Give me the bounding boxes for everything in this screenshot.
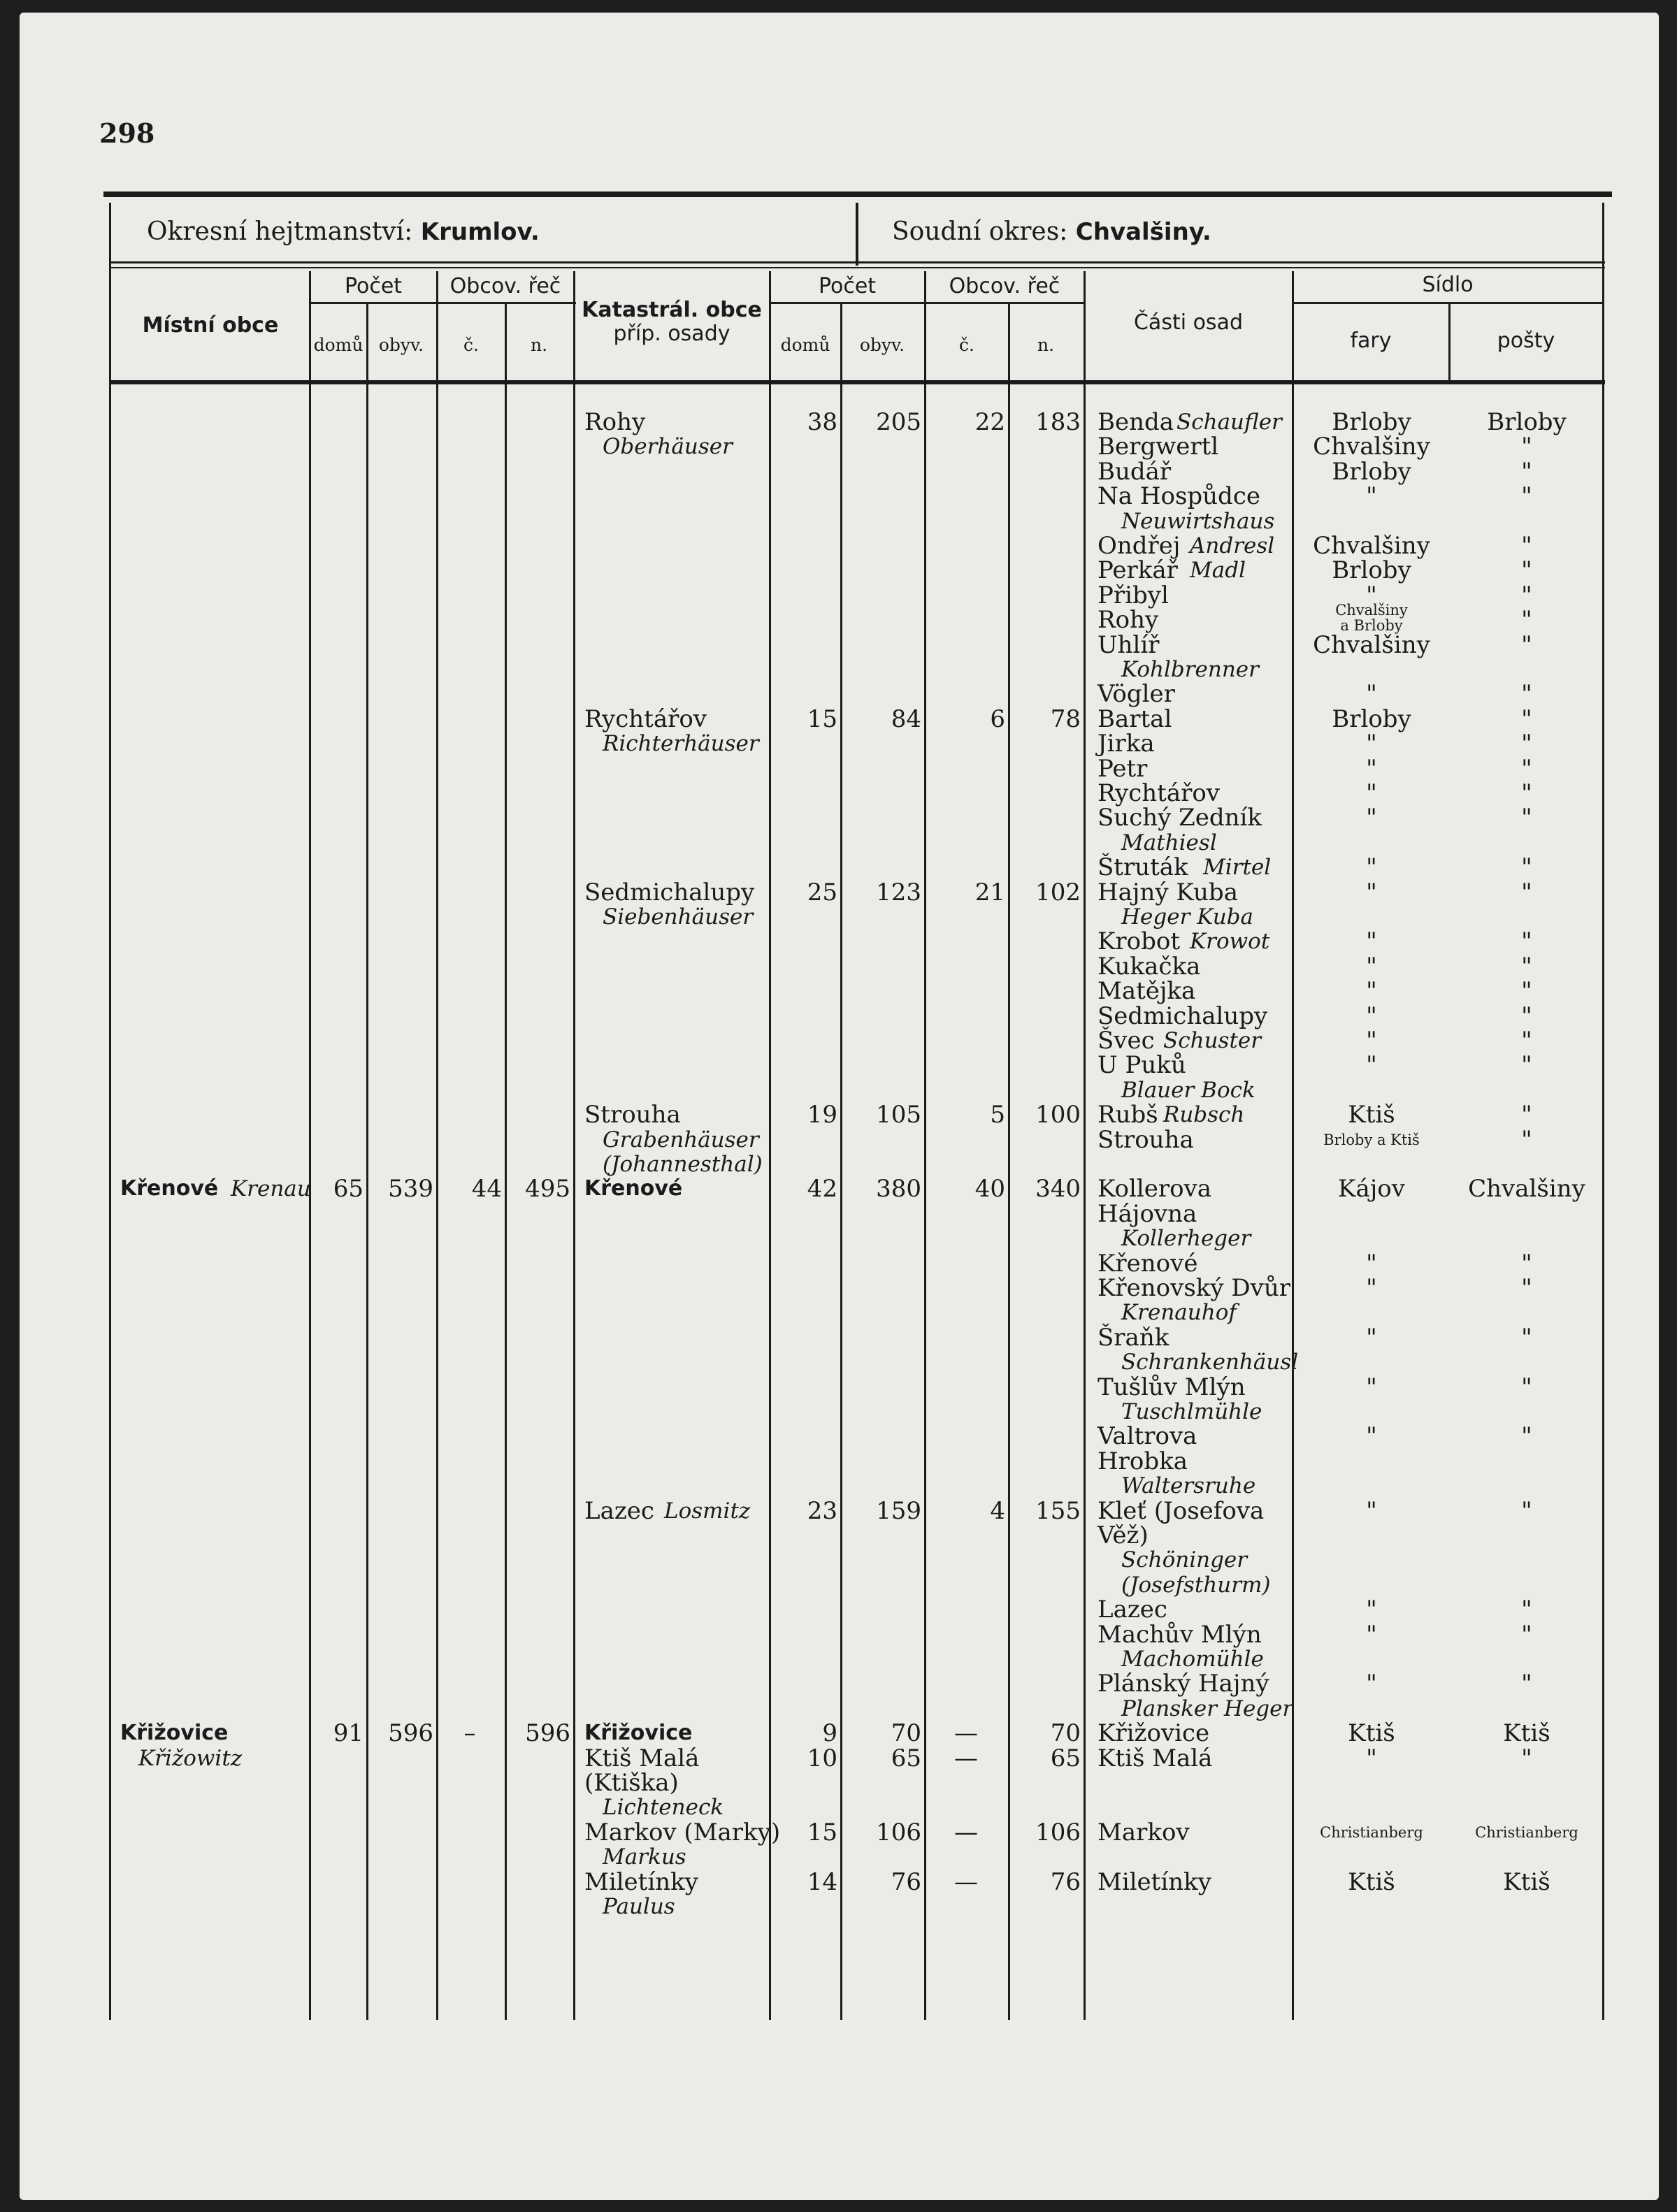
post-office-seat: " xyxy=(1521,1274,1532,1302)
parish-seat: " xyxy=(1366,730,1377,758)
settlement-part-de: Schuster xyxy=(1163,1028,1262,1053)
municipality-name: Křenové xyxy=(120,1176,219,1201)
post-office-seat: Brloby xyxy=(1487,408,1567,436)
col-sidlo: Sídlo xyxy=(1422,273,1474,297)
column-line xyxy=(505,303,507,2020)
cadastral-czech: 4 xyxy=(990,1497,1005,1525)
cadastral-name: Křenové xyxy=(584,1176,683,1201)
parish-seat: " xyxy=(1366,1051,1377,1079)
cadastral-houses: 15 xyxy=(807,1819,837,1846)
cadastral-german: 102 xyxy=(1035,879,1081,906)
settlement-part: Křenovský Dvůr xyxy=(1097,1274,1291,1302)
cadastral-czech: 40 xyxy=(974,1175,1005,1203)
settlement-part: Machův Mlýn xyxy=(1097,1621,1262,1649)
col-fary: fary xyxy=(1350,328,1392,353)
settlement-part: Vögler xyxy=(1097,680,1175,708)
cadastral-german: 65 xyxy=(1050,1744,1081,1772)
parish-seat: " xyxy=(1366,1744,1377,1772)
parish-seat: Brloby xyxy=(1332,705,1411,733)
post-office-seat: " xyxy=(1521,680,1532,708)
parish-seat: " xyxy=(1366,1497,1377,1525)
parish-seat: " xyxy=(1366,953,1377,981)
parish-seat: Chvalšiny xyxy=(1335,602,1408,619)
cadastral-houses: 14 xyxy=(807,1868,837,1896)
cadastral-houses: 25 xyxy=(807,879,837,906)
parish-seat: Brloby xyxy=(1332,556,1411,584)
col-katastr: Katastrál. obce xyxy=(582,298,762,322)
post-office-seat: " xyxy=(1521,1324,1532,1352)
cadastral-population: 65 xyxy=(891,1744,921,1772)
cadastral-german: 100 xyxy=(1035,1101,1081,1129)
col-n-2: n. xyxy=(1037,335,1055,355)
settlement-part-de: Tuschlmühle xyxy=(1121,1399,1262,1424)
post-office-seat: " xyxy=(1521,804,1532,832)
settlement-part: Bergwertl xyxy=(1097,433,1219,461)
settlement-part: Hajný Kuba xyxy=(1097,879,1238,906)
cadastral-name: Miletínky xyxy=(584,1868,698,1896)
post-office-seat: " xyxy=(1521,1670,1532,1698)
settlement-part: Perkář xyxy=(1097,556,1178,584)
cadastral-name: Markov (Marky) xyxy=(584,1819,781,1846)
settlement-part: Krobot xyxy=(1097,927,1181,955)
cadastral-name-de: Grabenhäuser xyxy=(603,1127,759,1152)
settlement-part: Lazec xyxy=(1097,1596,1167,1624)
settlement-part: Hrobka xyxy=(1097,1447,1188,1475)
settlement-part-de: Schöninger xyxy=(1121,1547,1248,1573)
cadastral-czech: 5 xyxy=(990,1101,1005,1129)
municipality-population: 539 xyxy=(388,1175,433,1203)
parish-seat: " xyxy=(1366,879,1377,906)
settlement-part-de: Machomühle xyxy=(1121,1647,1264,1672)
post-office-seat: Ktiš xyxy=(1503,1868,1550,1896)
settlement-part: U Puků xyxy=(1097,1051,1186,1079)
district-label: Okresní hejtmanství: xyxy=(147,217,413,246)
court-label: Soudní okres: xyxy=(892,217,1068,246)
cadastral-name-de: Oberhäuser xyxy=(603,434,733,459)
cadastral-houses: 9 xyxy=(822,1719,837,1747)
settlement-part: Ondřej xyxy=(1097,532,1181,560)
parish-seat: " xyxy=(1366,1027,1377,1055)
settlement-part: Přibyl xyxy=(1097,581,1169,609)
cadastral-name-de: Losmitz xyxy=(664,1498,751,1524)
post-office-seat: " xyxy=(1521,1497,1532,1525)
settlement-part-de: (Josefsthurm) xyxy=(1121,1573,1271,1598)
settlement-part-de: Krenauhof xyxy=(1121,1300,1237,1325)
cadastral-houses: 10 xyxy=(807,1744,837,1772)
settlement-part: Strouha xyxy=(1097,1126,1194,1154)
cadastral-german: 155 xyxy=(1035,1497,1081,1525)
post-office-seat: " xyxy=(1521,1027,1532,1055)
column-line xyxy=(366,303,368,2020)
column-line xyxy=(1084,271,1086,2020)
col-c-1: č. xyxy=(463,335,479,355)
post-office-seat: " xyxy=(1521,755,1532,783)
post-office-seat: " xyxy=(1521,953,1532,981)
settlement-part: Miletínky xyxy=(1097,1868,1211,1896)
post-office-seat: " xyxy=(1521,581,1532,609)
post-office-seat: " xyxy=(1521,1621,1532,1649)
cadastral-name: Lazec xyxy=(584,1497,654,1525)
cadastral-czech: — xyxy=(954,1819,978,1846)
cadastral-houses: 15 xyxy=(807,705,837,733)
post-office-seat: " xyxy=(1521,1422,1532,1450)
cadastral-czech: 21 xyxy=(974,879,1005,906)
municipality-german: 495 xyxy=(525,1175,570,1203)
municipality-name-de: Křižowitz xyxy=(138,1746,243,1771)
column-line xyxy=(924,271,926,2020)
municipality-german: 596 xyxy=(525,1719,570,1747)
settlement-part: Petr xyxy=(1097,755,1148,783)
parish-seat: " xyxy=(1366,1670,1377,1698)
parish-seat: " xyxy=(1366,680,1377,708)
settlement-part-de: Mathiesl xyxy=(1121,830,1217,855)
settlement-part: Šraňk xyxy=(1097,1324,1169,1352)
settlement-part-de: Rubsch xyxy=(1163,1102,1245,1127)
parish-seat: Brloby xyxy=(1332,408,1411,436)
settlement-part: Křenové xyxy=(1097,1250,1198,1278)
post-office-seat: Ktiš xyxy=(1503,1719,1550,1747)
post-office-seat: " xyxy=(1521,1373,1532,1401)
cadastral-german: 106 xyxy=(1035,1819,1081,1846)
cadastral-czech: 6 xyxy=(990,705,1005,733)
col-obyv-2: obyv. xyxy=(859,335,905,355)
municipality-population: 596 xyxy=(388,1719,433,1747)
post-office-seat: " xyxy=(1521,705,1532,733)
cadastral-name: Strouha xyxy=(584,1101,681,1129)
post-office-seat: " xyxy=(1521,779,1532,807)
settlement-part: Suchý Zedník xyxy=(1097,804,1262,832)
settlement-part-de: Neuwirtshaus xyxy=(1121,509,1275,534)
parish-seat: " xyxy=(1366,804,1377,832)
parish-seat: " xyxy=(1366,1596,1377,1624)
cadastral-name: Sedmichalupy xyxy=(584,879,755,906)
cadastral-population: 105 xyxy=(876,1101,921,1129)
parish-seat: " xyxy=(1366,581,1377,609)
district-name: Krumlov. xyxy=(420,218,540,246)
post-office-seat: " xyxy=(1521,458,1532,486)
settlement-part: Kleť (Josefova xyxy=(1097,1497,1265,1525)
parish-seat: Kájov xyxy=(1338,1175,1405,1203)
cadastral-german: 78 xyxy=(1050,705,1081,733)
settlement-part: Na Hospůdce xyxy=(1097,482,1260,510)
post-office-seat: " xyxy=(1521,853,1532,881)
municipality-houses: 65 xyxy=(333,1175,364,1203)
settlement-part-de: Schrankenhäusl xyxy=(1121,1350,1299,1375)
parish-seat: Ktiš xyxy=(1348,1868,1395,1896)
subheader-rule xyxy=(310,302,576,304)
column-line xyxy=(436,271,438,2020)
col-domu-1: domů xyxy=(313,335,364,355)
settlement-part: Rychtářov xyxy=(1097,779,1221,807)
cadastral-population: 70 xyxy=(891,1719,921,1747)
post-office-seat: Chvalšiny xyxy=(1468,1175,1585,1203)
cadastral-german: 183 xyxy=(1035,408,1081,436)
cadastral-houses: 42 xyxy=(807,1175,837,1203)
post-office-seat: " xyxy=(1521,482,1532,510)
parish-seat: Chvalšiny xyxy=(1313,433,1430,461)
settlement-part-de: Kollerheger xyxy=(1121,1226,1251,1251)
subheader-rule xyxy=(1293,302,1604,304)
post-office-seat: " xyxy=(1521,1126,1532,1154)
parish-seat: " xyxy=(1366,779,1377,807)
col-obcov-2: Obcov. řeč xyxy=(949,274,1060,298)
cadastral-german: 70 xyxy=(1050,1719,1081,1747)
col-pocet-1: Počet xyxy=(344,274,403,298)
col-n-1: n. xyxy=(530,335,548,355)
settlement-part-de: Heger Kuba xyxy=(1121,904,1254,930)
parish-seat: " xyxy=(1366,1250,1377,1278)
parish-seat: Ktiš xyxy=(1348,1719,1395,1747)
settlement-part: Markov xyxy=(1097,1819,1190,1846)
settlement-part: Švec xyxy=(1097,1027,1155,1055)
cadastral-population: 106 xyxy=(876,1819,921,1846)
cadastral-houses: 23 xyxy=(807,1497,837,1525)
parish-seat: " xyxy=(1366,1422,1377,1450)
column-line xyxy=(309,271,311,2020)
post-office-seat: " xyxy=(1521,606,1532,634)
parish-seat: Chvalšiny xyxy=(1313,532,1430,560)
cadastral-population: 205 xyxy=(876,408,921,436)
cadastral-german: 76 xyxy=(1050,1868,1081,1896)
post-office-seat: " xyxy=(1521,1250,1532,1278)
parish-seat: " xyxy=(1366,1621,1377,1649)
cadastral-name-de: Lichteneck xyxy=(603,1795,724,1820)
settlement-part-de: Madl xyxy=(1190,558,1246,583)
post-office-seat: " xyxy=(1521,556,1532,584)
header-divider xyxy=(856,203,858,266)
parish-seat-2: a Brloby xyxy=(1340,617,1403,634)
col-mistni-obce: Místní obce xyxy=(142,313,279,338)
parish-seat: " xyxy=(1366,927,1377,955)
settlement-part: Matějka xyxy=(1097,977,1196,1005)
settlement-part: Bartal xyxy=(1097,705,1172,733)
col-domu-2: domů xyxy=(780,335,830,355)
parish-seat: Christianberg xyxy=(1320,1824,1423,1841)
cadastral-population: 123 xyxy=(876,879,921,906)
cadastral-name: Rohy xyxy=(584,408,646,436)
settlement-part: Plánský Hajný xyxy=(1097,1670,1269,1698)
parish-seat: " xyxy=(1366,755,1377,783)
cadastral-population: 380 xyxy=(876,1175,921,1203)
column-line xyxy=(769,271,771,2020)
cadastral-czech: — xyxy=(954,1744,978,1772)
cadastral-name-de: Richterhäuser xyxy=(603,731,759,756)
post-office-seat: " xyxy=(1521,927,1532,955)
municipality-name: Křižovice xyxy=(120,1721,229,1745)
col-obcov-1: Obcov. řeč xyxy=(449,274,561,298)
settlement-part: Benda xyxy=(1097,408,1174,436)
settlement-part: Kukačka xyxy=(1097,953,1201,981)
parish-seat: Brloby xyxy=(1332,458,1411,486)
municipality-name-de: Krenau xyxy=(231,1176,311,1201)
cadastral-name-de: Markus xyxy=(603,1844,686,1870)
settlement-part-de: Mirtel xyxy=(1203,855,1272,880)
settlement-part: Jirka xyxy=(1097,730,1155,758)
post-office-seat: " xyxy=(1521,977,1532,1005)
post-office-seat: " xyxy=(1521,1744,1532,1772)
settlement-part: Rubš xyxy=(1097,1101,1158,1129)
header-rule-2 xyxy=(109,267,1605,268)
cadastral-population: 159 xyxy=(876,1497,921,1525)
column-line xyxy=(573,271,575,2020)
left-frame xyxy=(109,203,111,381)
column-line xyxy=(1292,271,1294,2020)
settlement-part: Hájovna xyxy=(1097,1200,1197,1228)
settlement-part: Štruták xyxy=(1097,853,1188,881)
cadastral-name: Rychtářov xyxy=(584,705,707,733)
parish-seat: Ktiš xyxy=(1348,1101,1395,1129)
cadastral-name-de: (Johannesthal) xyxy=(603,1152,763,1177)
cadastral-czech: — xyxy=(954,1719,978,1747)
post-office-seat: " xyxy=(1521,1051,1532,1079)
settlement-part-de: Krowot xyxy=(1190,929,1270,954)
settlement-part: Ktiš Malá xyxy=(1097,1744,1213,1772)
parish-seat: " xyxy=(1366,1373,1377,1401)
settlement-part: Valtrova xyxy=(1097,1422,1197,1450)
col-pocet-2: Počet xyxy=(818,274,877,298)
cadastral-czech: — xyxy=(954,1868,978,1896)
settlement-part-de: Andresl xyxy=(1190,533,1275,558)
court-heading xyxy=(892,219,1211,245)
settlement-part-de: Schaufler xyxy=(1176,410,1282,435)
court-name: Chvalšiny. xyxy=(1075,218,1211,246)
post-office-seat: " xyxy=(1521,730,1532,758)
parish-seat: Chvalšiny xyxy=(1313,631,1430,659)
settlement-part: Věž) xyxy=(1097,1521,1149,1549)
subheader-rule xyxy=(770,302,1085,304)
parish-seat: " xyxy=(1366,853,1377,881)
parish-seat: Brloby a Ktiš xyxy=(1323,1132,1420,1148)
post-office-seat: " xyxy=(1521,532,1532,560)
cadastral-name: Ktiš Malá xyxy=(584,1744,700,1772)
cadastral-name-de: Paulus xyxy=(603,1894,675,1919)
parish-seat: " xyxy=(1366,482,1377,510)
cadastral-houses: 19 xyxy=(807,1101,837,1129)
page-number: 298 xyxy=(99,117,155,149)
column-header-bottom-rule xyxy=(109,380,1605,384)
municipality-czech: – xyxy=(463,1719,476,1747)
settlement-part-de: Blauer Bock xyxy=(1121,1078,1255,1103)
col-c-2: č. xyxy=(959,335,974,355)
top-rule xyxy=(103,191,1612,197)
settlement-part: Křižovice xyxy=(1097,1719,1210,1747)
post-office-seat: " xyxy=(1521,879,1532,906)
post-office-seat: " xyxy=(1521,1002,1532,1030)
municipality-houses: 91 xyxy=(333,1719,364,1747)
right-frame xyxy=(1602,203,1604,2020)
settlement-part: Budář xyxy=(1097,458,1172,486)
cadastral-name: (Ktiška) xyxy=(584,1769,679,1797)
post-office-seat: " xyxy=(1521,1101,1532,1129)
col-posty: pošty xyxy=(1497,328,1555,353)
settlement-part: Sedmichalupy xyxy=(1097,1002,1268,1030)
col-casti-osad: Části osad xyxy=(1133,310,1243,335)
settlement-part: Tušlův Mlýn xyxy=(1097,1373,1246,1401)
parish-seat: " xyxy=(1366,1324,1377,1352)
settlement-part: Rohy xyxy=(1097,606,1159,634)
cadastral-name-de: Siebenhäuser xyxy=(603,904,754,930)
post-office-seat: Christianberg xyxy=(1475,1824,1578,1841)
parish-seat: " xyxy=(1366,977,1377,1005)
header-rule xyxy=(109,261,1605,263)
post-office-seat: " xyxy=(1521,1596,1532,1624)
post-office-seat: " xyxy=(1521,631,1532,659)
left-frame xyxy=(109,380,111,2020)
settlement-part-de: Plansker Heger xyxy=(1121,1696,1293,1721)
cadastral-german: 340 xyxy=(1035,1175,1081,1203)
col-katastr-2: příp. osady xyxy=(613,321,730,346)
parish-seat: " xyxy=(1366,1002,1377,1030)
cadastral-population: 76 xyxy=(891,1868,921,1896)
cadastral-houses: 38 xyxy=(807,408,837,436)
settlement-part: Kollerova xyxy=(1097,1175,1212,1203)
parish-seat: " xyxy=(1366,1274,1377,1302)
settlement-part-de: Kohlbrenner xyxy=(1121,657,1259,682)
settlement-part: Uhlíř xyxy=(1097,631,1160,659)
cadastral-czech: 22 xyxy=(974,408,1005,436)
col-obyv-1: obyv. xyxy=(378,335,424,355)
cadastral-population: 84 xyxy=(891,705,921,733)
post-office-seat: " xyxy=(1521,433,1532,461)
cadastral-name: Křižovice xyxy=(584,1721,693,1745)
settlement-part-de: Waltersruhe xyxy=(1121,1473,1256,1498)
district-heading xyxy=(147,219,540,245)
municipality-czech: 44 xyxy=(471,1175,502,1203)
